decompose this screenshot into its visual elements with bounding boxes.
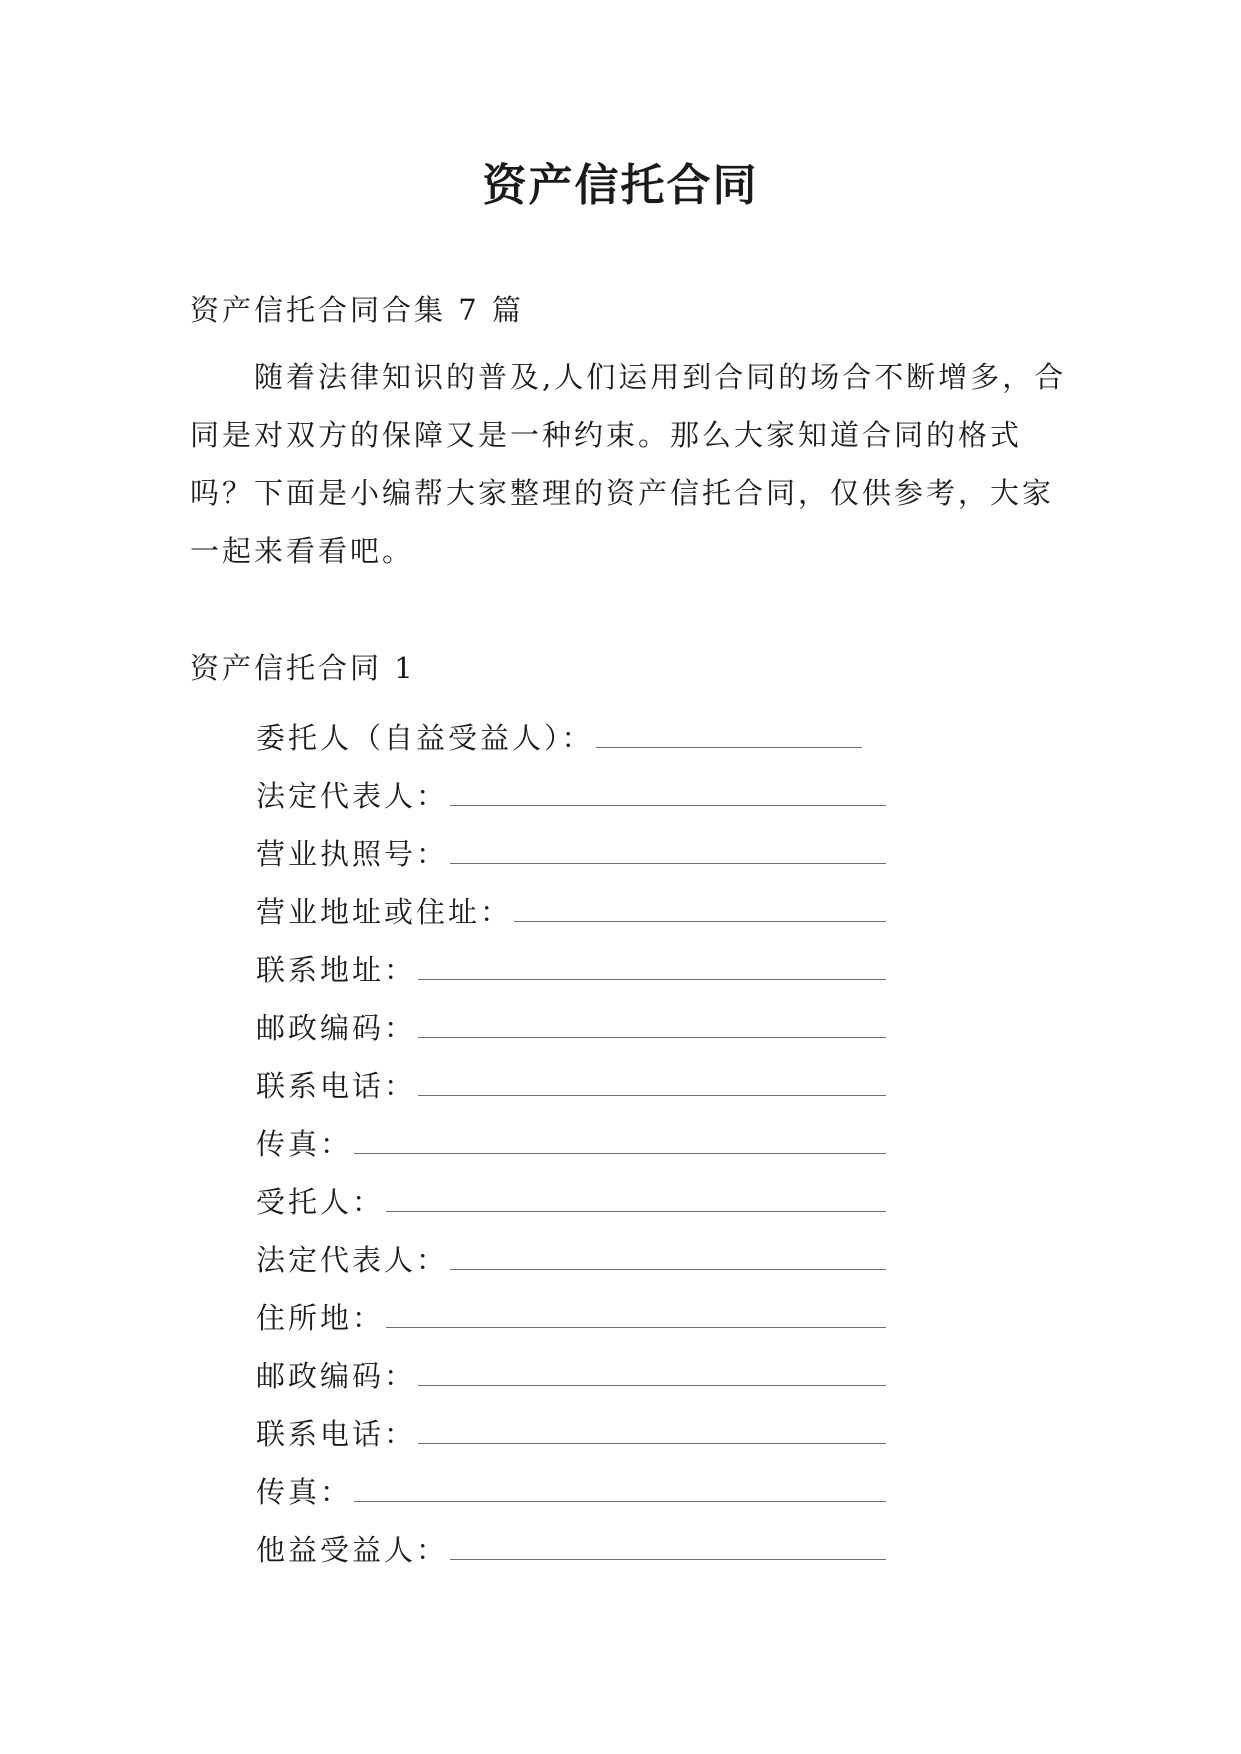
field-row-other-beneficiary [256,1512,886,1570]
field-row-contact-address [256,932,886,990]
field-row-domicile [256,1280,886,1338]
field-row-business-address [256,874,886,932]
field-row-trustee-legal-rep [256,1222,886,1280]
field-label: 营业地址或住址： [256,895,513,929]
fill-in-blank [386,1326,886,1328]
fill-in-blank [514,920,886,922]
field-row-trustee-fax [256,1454,886,1512]
intro-paragraph: 随着法律知识的普及,人们运用到合同的场合不断增多，合同是对双方的保障又是一种约束。那么大家知道合同的格式吗？下面是小编帮大家整理的资产信托合同，仅供参考，大家一起来看看吧。 [190,360,1067,568]
field-row-trustee-postal-code [256,1338,886,1396]
collection-title: 资产信托合同合集 7 篇 [190,293,524,327]
fill-in-blank [450,804,886,806]
field-label: 邮政编码： [256,1011,417,1045]
fill-in-blank [354,1152,886,1154]
party-fields [256,700,886,1570]
fill-in-blank [418,1384,886,1386]
field-row-fax [256,1106,886,1164]
fill-in-blank [418,1036,886,1038]
field-label: 他益受益人： [256,1533,449,1567]
field-label: 邮政编码： [256,1359,417,1393]
field-label: 受托人： [256,1185,385,1219]
field-row-phone [256,1048,886,1106]
field-label: 联系地址： [256,953,417,987]
fill-in-blank [418,978,886,980]
field-row-legal-rep [256,758,886,816]
field-row-trustee [256,1164,886,1222]
field-label: 传真： [256,1127,353,1161]
field-label: 委托人（自益受益人）： [256,721,594,755]
fill-in-blank [418,1094,886,1096]
fill-in-blank [386,1210,886,1212]
field-label: 法定代表人： [256,779,449,813]
document-title: 资产信托合同 [482,160,759,211]
field-row-trustee-phone [256,1396,886,1454]
field-label: 联系电话： [256,1069,417,1103]
fill-in-blank [450,862,886,864]
fill-in-blank [450,1558,886,1560]
field-row-license-number [256,816,886,874]
fill-in-blank [596,746,862,748]
fill-in-blank [354,1500,886,1502]
field-row-postal-code [256,990,886,1048]
field-label: 住所地： [256,1301,385,1335]
fill-in-blank [418,1442,886,1444]
field-label: 法定代表人： [256,1243,449,1277]
fill-in-blank [450,1268,886,1270]
field-label: 营业执照号： [256,837,449,871]
field-label: 联系电话： [256,1417,417,1451]
field-row-settlor [256,700,886,758]
contract-heading: 资产信托合同 1 [190,651,416,685]
field-label: 传真： [256,1475,353,1509]
